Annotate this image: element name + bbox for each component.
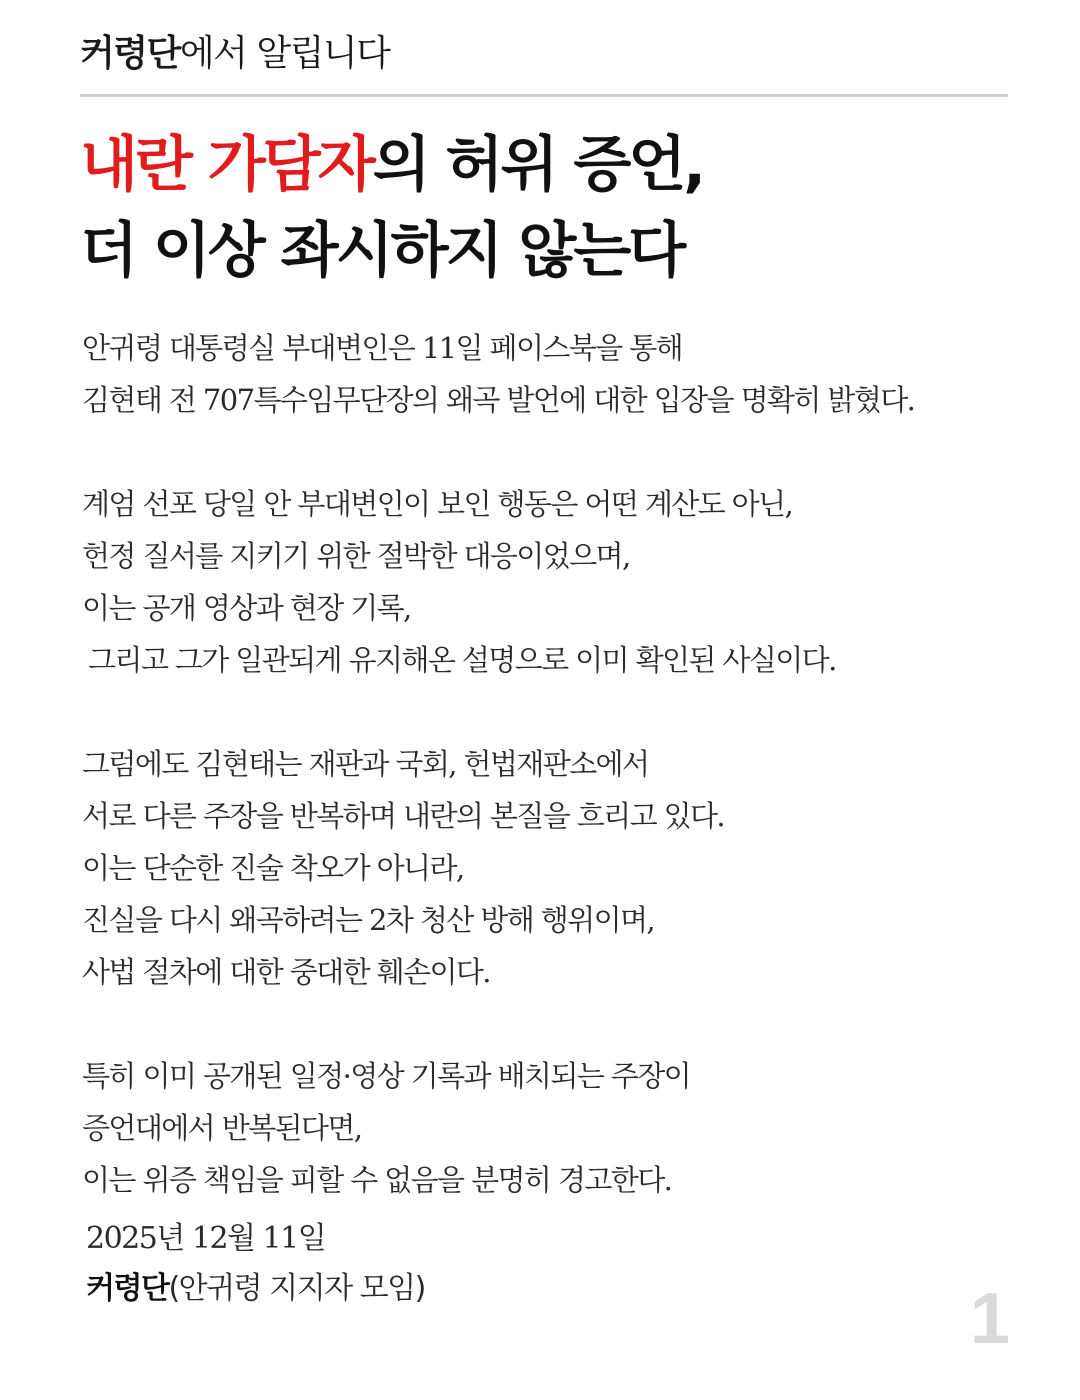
- paragraph-line: 서로 다른 주장을 반복하며 내란의 본질을 흐리고 있다.: [82, 799, 725, 833]
- paragraph-line: 사법 절차에 대한 중대한 훼손이다.: [82, 955, 490, 989]
- paragraph-line: 이는 단순한 진술 착오가 아니라,: [82, 851, 464, 885]
- headline-line-2: 더 이상 좌시하지 않는다: [80, 216, 684, 286]
- paragraph-2: [82, 478, 1012, 686]
- paragraph-line: 헌정 질서를 지키기 위한 절박한 대응이었으며,: [82, 539, 630, 573]
- paragraph-line: 계엄 선포 당일 안 부대변인이 보인 행동은 어떤 계산도 아닌,: [82, 487, 793, 521]
- headline: [80, 122, 1020, 294]
- paragraph-line: 특히 이미 공개된 일정·영상 기록과 배치되는 주장이: [82, 1059, 691, 1093]
- header-title: [80, 28, 389, 80]
- header-divider: [80, 94, 1008, 97]
- paragraph-line: 안귀령 대통령실 부대변인은 11일 페이스북을 통해: [82, 331, 683, 365]
- paragraph-line: 증언대에서 반복된다면,: [82, 1111, 362, 1145]
- header-title-text: 에서 알립니다: [179, 33, 390, 74]
- paragraph-line: 이는 위증 책임을 피할 수 없음을 분명히 경고한다.: [82, 1163, 672, 1197]
- paragraph-line: 이는 공개 영상과 현장 기록,: [82, 591, 411, 625]
- statement-body: [82, 322, 1012, 1258]
- header-org-name: 커령단: [80, 33, 180, 74]
- statement-footer: [86, 1214, 425, 1314]
- statement-signature: [86, 1264, 425, 1314]
- headline-line-1: [80, 122, 1020, 208]
- paragraph-line: 그리고 그가 일관되게 유지해온 설명으로 이미 확인된 사실이다.: [88, 643, 836, 677]
- headline-line-1-rest: 의 허위 증언,: [372, 130, 704, 200]
- paragraph-1: [82, 322, 1012, 426]
- paragraph-4: [82, 1050, 1012, 1206]
- paragraph-line: 진실을 다시 왜곡하려는 2차 청산 방해 행위이며,: [82, 903, 655, 937]
- paragraph-3: [82, 738, 1012, 998]
- headline-accent: 내란 가담자: [80, 130, 373, 200]
- page-number: 1: [969, 1279, 1010, 1359]
- signature-description: (안귀령 지지자 모임): [168, 1271, 425, 1306]
- statement-date: 2025년 12월 11일: [86, 1221, 326, 1256]
- paragraph-line: 김현태 전 707특수임무단장의 왜곡 발언에 대한 입장을 명확히 밝혔다.: [82, 383, 915, 417]
- signature-org-name: 커령단: [86, 1271, 169, 1306]
- paragraph-line: 그럼에도 김현태는 재판과 국회, 헌법재판소에서: [82, 747, 649, 781]
